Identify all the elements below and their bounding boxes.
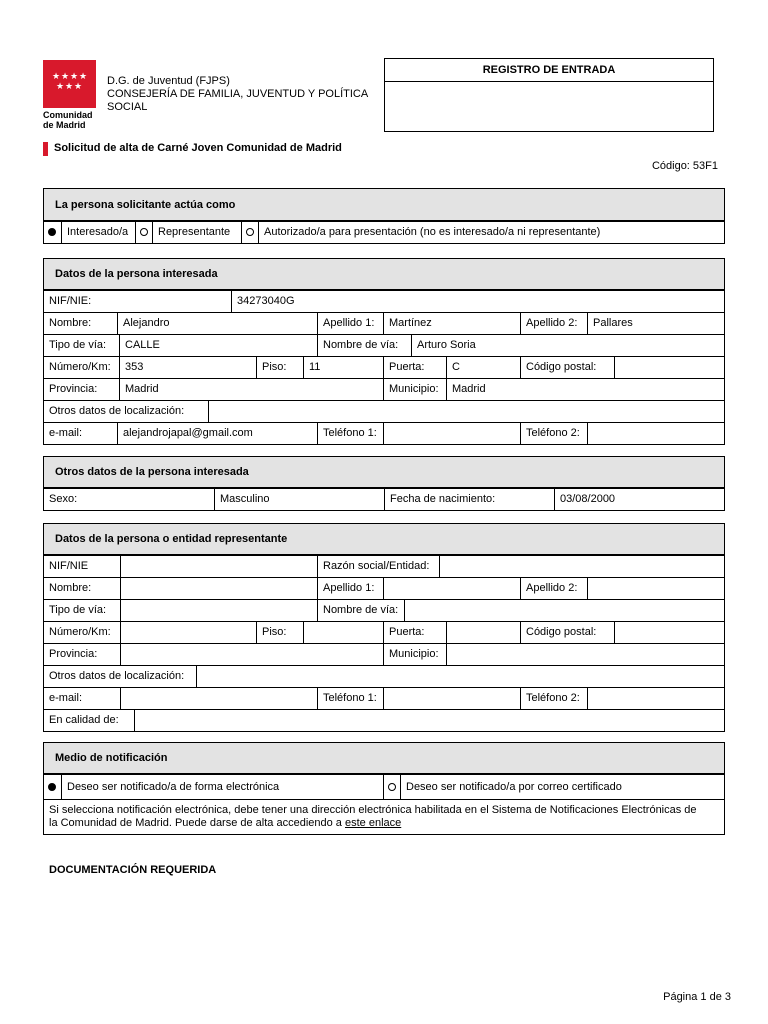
label-representante: Representante — [152, 222, 241, 243]
row-rep-email — [44, 688, 724, 710]
section-title: Datos de la persona interesada — [44, 259, 724, 291]
row-sexo — [44, 489, 724, 511]
section-otros-datos — [43, 456, 725, 511]
rep-apellido2-value[interactable] — [587, 578, 724, 599]
note-line-1: Si selecciona notificación electrónica, debe tener una dirección electrónica habilitada en el Sistema de Notificaciones Electrónicas de — [49, 804, 697, 816]
row-via — [44, 335, 724, 357]
nombre-label: Nombre: — [49, 317, 92, 329]
star-icon: ★ — [52, 71, 61, 81]
radio-correo[interactable] — [383, 775, 400, 799]
rep-nif-value[interactable] — [120, 556, 317, 577]
row-numero — [44, 357, 724, 379]
radio-empty-icon — [140, 228, 148, 236]
rep-email-label: e-mail: — [49, 692, 83, 704]
row-rep-calidad — [44, 710, 724, 732]
row-rep-numero — [44, 622, 724, 644]
rep-nombrevia-label: Nombre de vía: — [317, 600, 404, 621]
logo-line-1: Comunidad — [43, 110, 93, 120]
provincia-value[interactable]: Madrid — [119, 379, 383, 400]
rep-cp-value[interactable] — [614, 622, 724, 643]
radio-interesado[interactable] — [44, 222, 61, 243]
radio-empty-icon — [388, 783, 396, 791]
puerta-label: Puerta: — [383, 357, 446, 378]
notification-note — [44, 800, 724, 835]
piso-value[interactable]: 11 — [303, 357, 383, 378]
rep-calidad-value[interactable] — [134, 710, 724, 731]
piso-label: Piso: — [256, 357, 303, 378]
provincia-label: Provincia: — [49, 383, 98, 395]
apellido1-value[interactable]: Martínez — [383, 313, 520, 334]
radio-selected-icon — [48, 228, 56, 236]
row-email — [44, 423, 724, 445]
rep-puerta-label: Puerta: — [383, 622, 446, 643]
rep-cp-label: Código postal: — [520, 622, 614, 643]
radio-electronica[interactable] — [44, 775, 61, 799]
label-electronica: Deseo ser notificado/a de forma electrónica — [61, 775, 383, 799]
email-label: e-mail: — [49, 427, 83, 439]
municipio-label: Municipio: — [383, 379, 446, 400]
nombre-value[interactable]: Alejandro — [117, 313, 317, 334]
sexo-value[interactable]: Masculino — [214, 489, 384, 510]
cp-label: Código postal: — [520, 357, 614, 378]
note-line-2-text: la Comunidad de Madrid. Puede darse de alta accediendo a — [49, 817, 345, 829]
numero-label: Número/Km: — [49, 361, 111, 373]
email-value[interactable]: alejandrojapal@gmail.com — [117, 423, 317, 444]
row-rep-nombre — [44, 578, 724, 600]
row-otros — [44, 401, 724, 423]
rep-nombre-label: Nombre: — [49, 582, 92, 594]
label-autorizado: Autorizado/a para presentación (no es interesado/a ni representante) — [258, 222, 724, 243]
section-interesada — [43, 258, 725, 445]
section-title: Otros datos de la persona interesada — [44, 457, 724, 489]
logo-line-2: de Madrid — [43, 120, 86, 130]
rep-apellido2-label: Apellido 2: — [520, 578, 587, 599]
otros-value[interactable] — [208, 401, 724, 422]
apellido1-label: Apellido 1: — [317, 313, 383, 334]
registro-title: REGISTRO DE ENTRADA — [385, 59, 713, 82]
nif-value[interactable]: 34273040G — [231, 291, 724, 312]
tel1-label: Teléfono 1: — [317, 423, 383, 444]
otros-label: Otros datos de localización: — [49, 405, 185, 417]
section-title: Datos de la persona o entidad representante — [44, 524, 724, 556]
radio-representante[interactable] — [135, 222, 152, 243]
rep-tel1-value[interactable] — [383, 688, 520, 709]
rep-apellido1-value[interactable] — [383, 578, 520, 599]
row-nombre — [44, 313, 724, 335]
registro-entrada-box — [384, 58, 714, 132]
star-icon: ★ — [61, 71, 70, 81]
numero-value[interactable]: 353 — [119, 357, 256, 378]
star-icon: ★ — [56, 81, 65, 91]
documentacion-heading: DOCUMENTACIÓN REQUERIDA — [49, 864, 217, 876]
cp-value[interactable] — [614, 357, 724, 378]
rep-piso-value[interactable] — [303, 622, 383, 643]
rep-tel2-value[interactable] — [587, 688, 724, 709]
rep-nombrevia-value[interactable] — [404, 600, 724, 621]
rep-tel1-label: Teléfono 1: — [317, 688, 383, 709]
alta-link[interactable]: este enlace — [344, 817, 402, 829]
rep-razon-label: Razón social/Entidad: — [317, 556, 439, 577]
nombrevia-value[interactable]: Arturo Soria — [411, 335, 724, 356]
rep-tel2-label: Teléfono 2: — [520, 688, 587, 709]
rep-apellido1-label: Apellido 1: — [317, 578, 383, 599]
header-line-1: D.G. de Juventud (FJPS) — [107, 75, 230, 87]
rep-calidad-label: En calidad de: — [49, 714, 119, 726]
rep-otros-label: Otros datos de localización: — [49, 670, 185, 682]
page-number: Página 1 de 3 — [663, 991, 731, 1003]
section-title: Medio de notificación — [44, 743, 724, 775]
header-block — [107, 75, 368, 114]
row-rep-otros — [44, 666, 724, 688]
rep-otros-value[interactable] — [196, 666, 724, 687]
tipovia-label: Tipo de vía: — [49, 339, 107, 351]
nif-label: NIF/NIE: — [49, 295, 92, 307]
fecha-value[interactable]: 03/08/2000 — [554, 489, 724, 510]
fecha-label: Fecha de nacimiento: — [384, 489, 554, 510]
rep-provincia-label: Provincia: — [49, 648, 98, 660]
municipio-value[interactable]: Madrid — [446, 379, 724, 400]
nombrevia-label: Nombre de vía: — [317, 335, 411, 356]
comunidad-madrid-logo — [43, 60, 96, 108]
rep-numero-value[interactable]: 353 — [120, 622, 256, 643]
rep-municipio-label: Municipio: — [383, 644, 446, 665]
rep-nombre-value[interactable] — [120, 578, 317, 599]
star-icon: ★ — [79, 71, 88, 81]
title-accent-bar — [43, 142, 48, 156]
tel2-label: Teléfono 2: — [520, 423, 587, 444]
form-code: Código: 53F1 — [651, 160, 718, 172]
tipovia-value[interactable]: CALLE — [119, 335, 317, 356]
puerta-value[interactable]: C — [446, 357, 520, 378]
tel1-value[interactable] — [383, 423, 520, 444]
star-icon: ★ — [70, 71, 79, 81]
rep-email-value[interactable] — [120, 688, 317, 709]
row-nif — [44, 291, 724, 313]
rep-tipovia-label: Tipo de vía: — [49, 604, 107, 616]
rep-razon-value[interactable] — [439, 556, 724, 577]
row-rep-provincia — [44, 644, 724, 666]
row-rep-via — [44, 600, 724, 622]
rep-piso-label: Piso: — [256, 622, 303, 643]
notification-options-row — [44, 775, 724, 800]
form-title: Solicitud de alta de Carné Joven Comunidad de Madrid — [54, 142, 342, 154]
tel2-value[interactable] — [587, 423, 724, 444]
note-line-2 — [49, 817, 719, 830]
role-options-row — [44, 222, 724, 244]
star-icon: ★ — [74, 81, 83, 91]
section-title: La persona solicitante actúa como — [44, 189, 724, 222]
label-interesado: Interesado/a — [61, 222, 135, 243]
radio-autorizado[interactable] — [241, 222, 258, 243]
section-notificacion — [43, 742, 725, 835]
logo-text — [43, 110, 93, 130]
star-icon: ★ — [65, 81, 74, 91]
section-solicitante — [43, 188, 725, 244]
radio-empty-icon — [246, 228, 254, 236]
header-line-3: SOCIAL — [107, 101, 148, 113]
sexo-label: Sexo: — [49, 493, 78, 505]
rep-nif-label: NIF/NIE — [49, 560, 89, 572]
section-representante — [43, 523, 725, 732]
row-provincia — [44, 379, 724, 401]
rep-tipovia-value[interactable] — [120, 600, 317, 621]
rep-municipio-value[interactable] — [446, 644, 724, 665]
apellido2-value[interactable]: Pallares — [587, 313, 724, 334]
rep-provincia-value[interactable] — [120, 644, 383, 665]
radio-selected-icon — [48, 783, 56, 791]
row-rep-nif — [44, 556, 724, 578]
header-line-2: CONSEJERÍA DE FAMILIA, JUVENTUD Y POLÍTICA — [107, 88, 369, 100]
apellido2-label: Apellido 2: — [520, 313, 587, 334]
label-correo: Deseo ser notificado/a por correo certificado — [400, 775, 724, 799]
rep-numero-label: Número/Km: — [49, 626, 111, 638]
rep-puerta-value[interactable] — [446, 622, 520, 643]
